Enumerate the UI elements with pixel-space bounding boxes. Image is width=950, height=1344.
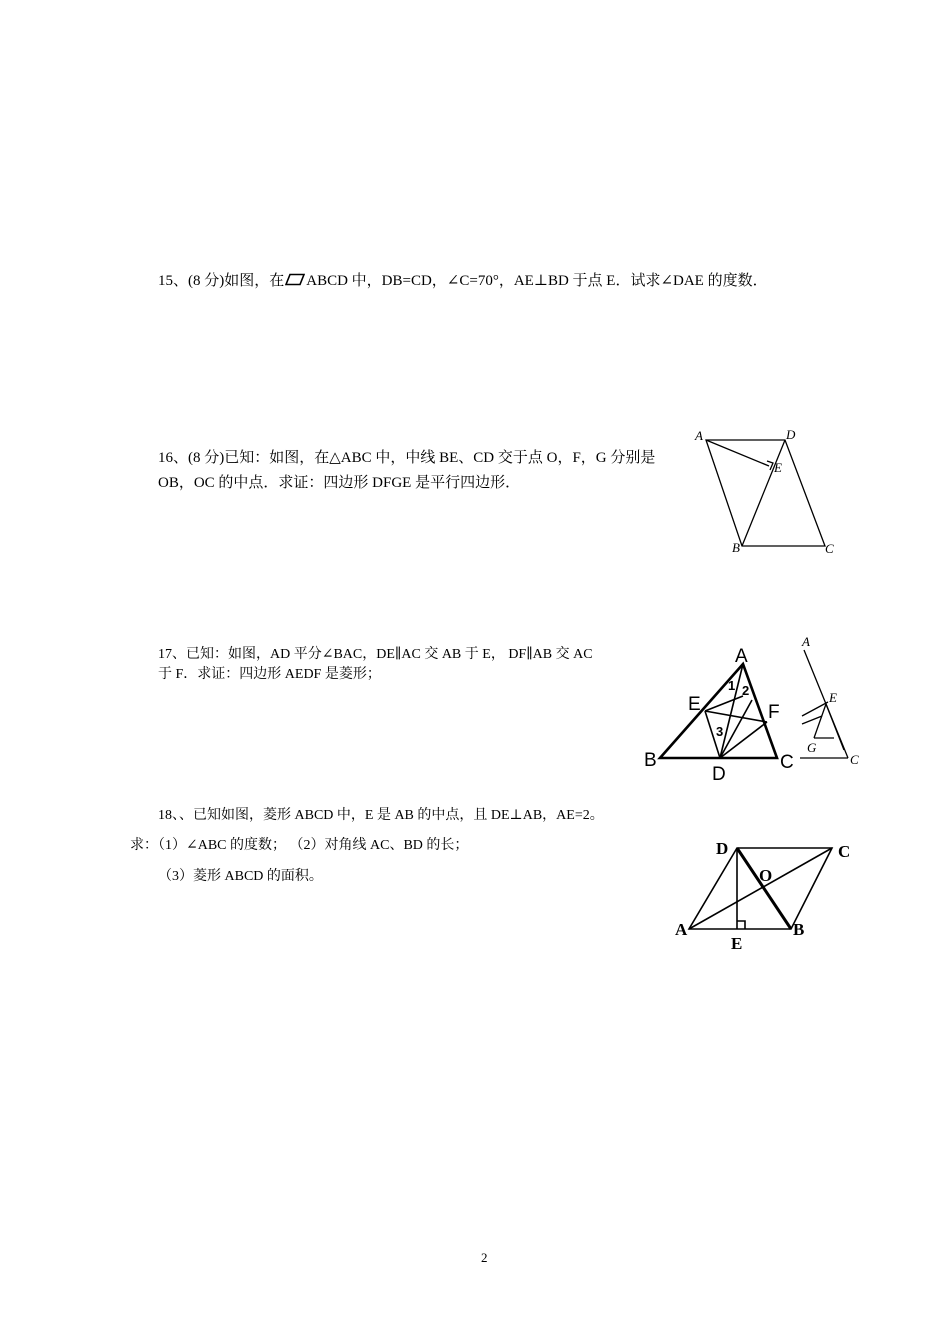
problem-15-prefix: 15、(8 分)如图，在 [158, 273, 285, 289]
problem-17-line-1: 17、已知：如图，AD 平分∠BAC，DE∥AC 交 AB 于 E， DF∥AB 交 AC [158, 647, 593, 662]
parallelogram-figure [690, 425, 850, 560]
label-B: B [793, 920, 805, 939]
problem-15 [158, 271, 768, 292]
label-A: A [802, 634, 810, 649]
label-F: F [768, 702, 780, 723]
label-D: D [716, 839, 729, 858]
page-number: 2 [481, 1250, 488, 1265]
angle-label-2: 2 [742, 683, 750, 698]
triangle-figure [640, 640, 800, 785]
parallelogram-symbol-icon [285, 273, 305, 286]
label-C: C [780, 752, 794, 773]
label-O: O [759, 866, 773, 885]
rhombus-figure [672, 832, 864, 958]
problem-16-line-2: OB，OC 的中点．求证：四边形 DFGE 是平行四边形． [158, 475, 521, 491]
label-C: C [850, 752, 859, 767]
label-E: E [688, 694, 701, 715]
label-C: C [838, 842, 851, 861]
problem-17-line-2: 于 F．求证：四边形 AEDF 是菱形； [158, 667, 381, 682]
label-D: D [712, 764, 726, 785]
label-A: A [735, 646, 748, 667]
label-E: E [774, 460, 782, 475]
label-B: B [732, 540, 740, 555]
problem-18-line-1: 18、、已知如图，菱形 ABCD 中，E 是 AB 的中点，且 DE⊥AB，AE=2。 [158, 808, 604, 823]
construction-figure [798, 632, 868, 772]
label-C: C [825, 541, 834, 556]
angle-label-1: 1 [728, 678, 736, 693]
angle-label-3: 3 [716, 724, 724, 739]
problem-18-line-2: 求：（1）∠ABC 的度数； （2）对角线 AC、BD 的长； [130, 838, 469, 853]
label-A: A [675, 920, 688, 939]
label-E: E [731, 934, 743, 953]
problem-18-line-3: （3）菱形 ABCD 的面积。 [158, 869, 323, 884]
label-D: D [786, 427, 796, 442]
label-A: A [695, 428, 703, 443]
problem-16-line-1: 16、(8 分)已知：如图，在△ABC 中，中线 BE、CD 交于点 O，F，G 分别是 [158, 450, 656, 466]
label-E: E [829, 690, 837, 705]
problem-15-suffix: ABCD 中，DB=CD，∠C=70°，AE⊥BD 于点 E．试求∠DAE 的度数． [306, 273, 768, 289]
label-G: G [807, 740, 817, 755]
label-B: B [644, 750, 657, 771]
